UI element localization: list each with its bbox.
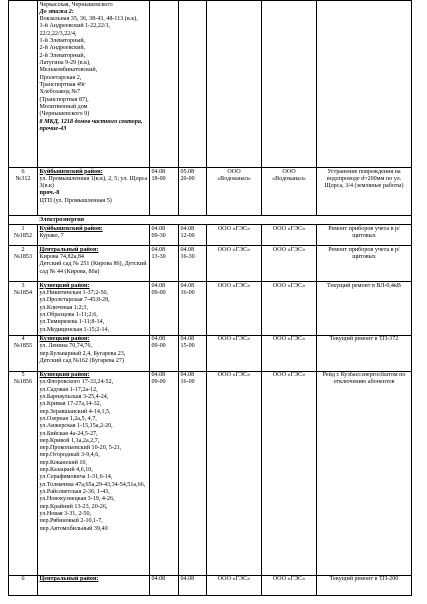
address-line: Латугина 9-29 (в.к), [39,60,91,66]
row-number-line: №1852 [13,233,32,240]
work-description [317,335,412,371]
responsible-org-line: ООО «ГЭС» [272,282,306,289]
organization [207,168,262,216]
address-line: ул.Никитинская 1-37;2-50, [39,290,109,297]
organization-line: «Водоканал» [217,175,251,182]
work-description [317,168,412,216]
work-description-line: Ремонт приборов учета в р/щитовых [328,246,400,261]
start-date-line: 04.08 [151,336,166,342]
row-number-line: №1856 [13,379,32,386]
row-number-line: №1855 [13,343,32,350]
responsible-org-line: ООО [282,168,296,175]
start-date-line: 04.08 [151,282,166,289]
start-date [150,575,179,595]
responsible-org [262,335,317,371]
address-line: ул.Новокузнецкая 3-19, 4-26, [39,496,115,503]
end-date-line: 20-00 [180,175,195,182]
responsible-org-line: ООО «ГЭС» [272,372,306,378]
address-line: ул.Образцова 1-11;2;6, [39,312,98,319]
row-number-line: №1854 [13,290,32,297]
row-number [9,1,38,168]
address-line: ул.Ключевая 1;2;3, [39,304,88,311]
end-date [179,371,207,575]
address-cell [38,371,150,575]
end-date-line: 15-00 [180,343,195,350]
start-date-line: 04.08 [151,225,166,232]
table-row [9,282,412,335]
responsible-org [262,575,317,595]
address-line: ул.Медицинская 1-15;2-14, [39,326,110,333]
work-description [317,282,412,335]
address-line: Детский сад №162 (Бугарева 27) [39,357,124,364]
address-line: ул.Флоровского 17-33,24-52, [39,379,114,386]
start-date-line: 18-00 [151,175,166,182]
organization [207,225,262,246]
organization [207,282,262,335]
start-date-line: 04.08 [151,246,166,253]
address-cell [38,1,150,168]
table-row [9,575,412,595]
start-date-line: 04.08 [151,168,166,175]
address-line: До этажа 2: [39,8,74,15]
address-cell [38,225,150,246]
address-line: ул.Серафимовича 1-31,6-14, [39,474,113,481]
start-date-line: 13-30 [151,254,166,261]
start-date-line: 09-00 [151,343,166,350]
address-line: ул. Промышленная 1(в.к), 2, 5; ул. Щорса 3(в.к) [39,175,148,190]
work-description [317,575,412,595]
row-number [9,575,38,595]
table-row [9,335,412,371]
organization-line: ООО «ГЭС» [217,372,251,378]
end-date-line: 04.08 [180,282,195,289]
end-date-line: 04.08 [180,576,195,582]
row-number [9,225,38,246]
section-label: Электроэнергия [9,216,412,225]
organization [207,575,262,595]
address-line: пер.Автомобильный 39,40 [39,525,108,532]
address-line: ул.Барнаульская 3-25,4-24, [39,393,109,400]
start-date-line: 09-00 [151,379,166,386]
row-number [9,335,38,371]
organization [207,246,262,282]
work-description-line: Текущий ремонт в ТП-200 [329,576,399,582]
row-number-line: 6 [21,168,25,175]
row-number-line: №312 [15,175,31,182]
responsible-org-line: «Водоканал» [272,175,306,182]
responsible-org-line: ООО «ГЭС» [272,576,306,582]
section-row [9,216,412,225]
address-line: Куйбышевский район: [39,168,103,175]
address-line: пер.Казацкий 4,6,10, [39,467,93,474]
row-number [9,168,38,216]
responsible-org-line: ООО «ГЭС» [272,336,306,342]
address-cell [38,335,150,371]
responsible-org [262,225,317,246]
address-cell [38,282,150,335]
end-date [179,575,207,595]
table-row [9,168,412,216]
address-line: Кирова 74,82а,84 [39,254,84,261]
address-line: пер.Крайний 13-23, 20-26, [39,503,108,510]
start-date-line: 04.08 [151,576,166,582]
row-number-line: 4 [21,336,25,342]
address-line: Центральный район: [39,246,99,253]
start-date-line: 04.08 [151,372,166,378]
end-date [179,246,207,282]
address-line: проч.-8 [39,190,60,197]
address-line: Вокзальная 35, 36, 38-43, 48-113 (в.к), [39,16,138,23]
responsible-org [262,282,317,335]
end-date [179,335,207,371]
address-line: пер.Прокопьевский 10-20, 5-21, пер.Огородный 3-9,4,6, [39,445,122,459]
row-number [9,246,38,282]
address-line: Хлебозавод №7 [39,89,81,96]
end-date-line: 04.08 [180,246,195,253]
responsible-org-line: ООО «ГЭС» [272,225,306,232]
work-description-line: Ремонт приборов учета в р/щитовых [328,225,400,240]
work-description [317,225,412,246]
table-row [9,371,412,575]
address-line: Черкасская, Чернышевского [39,1,113,8]
address-line: Молитвенный дом [39,103,88,110]
organization-line: ООО «ГЭС» [217,336,251,342]
organization [207,335,262,371]
row-number-line: 6 [21,576,25,582]
address-line: Кузнецкий район: [39,282,90,289]
address-line: ул.Бийская 4а-24,5-27, [39,430,98,437]
work-description-line: Текущий ремонт в ВЛ-0,4кВ [327,282,401,289]
address-line: ул.Садовая 1-17,2а-12, [39,386,98,393]
responsible-org [262,168,317,216]
responsible-org [262,246,317,282]
address-line: Транспортная 49г [39,81,86,88]
address-line: Детский сад № 251 (Кирова 86), Детский сад № 44 (Кирова, 80а) [39,261,147,275]
address-line: ул. Ленина 70,74,76, [39,343,93,350]
address-cell [38,168,150,216]
row-number-line: 2 [21,246,25,253]
address-line: Кузнецкий район: [39,372,90,378]
work-description-line: Устранение повреждения на водопроводе d=200мм по ул. Щорса, 3/4 (земляные работы) [324,168,404,190]
address-line: Кузнецкий район: [39,336,90,342]
row-number [9,371,38,575]
end-date-line: 16-00 [180,290,195,297]
address-line: ул.Анжерская 1-15,15а,2-20, [39,423,113,430]
address-line: Куйбышевский район: [39,225,103,232]
work-description [317,1,412,168]
address-line: ул.Кривая 17-27а,14-32, [39,401,102,408]
start-date-line: 09-00 [151,290,166,297]
address-line: Пролетарская 2, [39,74,82,81]
end-date [179,282,207,335]
address-line: пер.Коканский 10, [39,459,88,466]
organization-line: ООО «ГЭС» [217,246,251,253]
organization-line: ООО «ГЭС» [217,576,251,582]
address-line: Центральный район: [39,576,99,582]
address-line: ЦТП (ул. Промышленная 5) [39,197,112,204]
end-date-line: 04.08 [180,336,195,342]
row-number [9,282,38,335]
address-line: (Транспортная 87), [39,96,89,103]
address-line: (Чернышевского 9) [39,111,90,118]
address-line: ул.Новая 3-31, 2-50, [39,510,92,517]
organization-line: ООО [227,168,241,175]
start-date [150,335,179,371]
address-line: ул.Тимирязева 1-11;8-14, [39,319,105,326]
work-description-line: Текущий ремонт в ТП-372 [329,336,399,342]
address-line: 2-й Андреевский, [39,45,86,52]
start-date [150,168,179,216]
end-date-line: 05.08 [180,168,195,175]
table-row [9,1,412,168]
address-line: Курако, 7 [39,233,64,240]
row-number-line: 1 [21,225,25,232]
end-date-line: 12-00 [180,233,195,240]
end-date [179,225,207,246]
address-line: пер.Зеравшанский 4-14,1,5, [39,408,111,415]
start-date [150,1,179,168]
address-line: пер.Рябиновый 2-10,1-7, [39,518,103,525]
start-date-line: 09-30 [151,233,166,240]
start-date [150,225,179,246]
table-row [9,246,412,282]
row-number-line: №1853 [13,254,32,261]
address-line: 1-й Элеваторный, [39,38,86,45]
work-description [317,371,412,575]
table-row [9,225,412,246]
start-date [150,282,179,335]
end-date [179,1,207,168]
end-date-line: 04.08 [180,225,195,232]
work-description-line: Рейд с Кузбассэнергосбытом по отключению абонентов [322,372,406,386]
address-line: ул.Пролетарская 7-45;8-28, [39,297,110,304]
responsible-org [262,371,317,575]
end-date-line: 16-00 [180,379,195,386]
organization-line: ООО «ГЭС» [217,225,251,232]
row-number-line: 5 [21,372,25,378]
outage-table [8,0,412,596]
address-line: ул.Райсоветская 2-36, 1-43, [39,489,110,495]
end-date-line: 04.08 [180,372,195,378]
start-date [150,246,179,282]
organization-line: ООО «ГЭС» [217,282,251,289]
address-line: пер.Бульварный 2,4, Бугарева 23, [39,350,126,357]
address-line: ул.Озерная 1,2а,5, 4,7, [39,415,97,422]
end-date [179,168,207,216]
address-line: 1-й Андреевский 1-22,22/1, 22/2,22/3,22/4, [39,23,111,37]
address-cell [38,246,150,282]
responsible-org-line: ООО «ГЭС» [272,246,306,253]
work-description [317,246,412,282]
address-cell [38,575,150,595]
organization [207,371,262,575]
address-line: 2-й Элеваторный, [39,52,86,59]
start-date [150,371,179,575]
row-number-line: 3 [21,282,25,289]
end-date-line: 16-30 [180,254,195,261]
address-line: пер.Кривой 1,1а,2а,2,7, [39,437,100,444]
address-line: Мелькомбинатовский, [39,67,98,74]
responsible-org [262,1,317,168]
organization [207,1,262,168]
address-line: ул.Толмачева 47а,65а,29-43,34-54,51а,66, [39,481,146,488]
address-line: 8 МКД, 1218 домов частного сектора, прочие-43 [39,118,143,132]
